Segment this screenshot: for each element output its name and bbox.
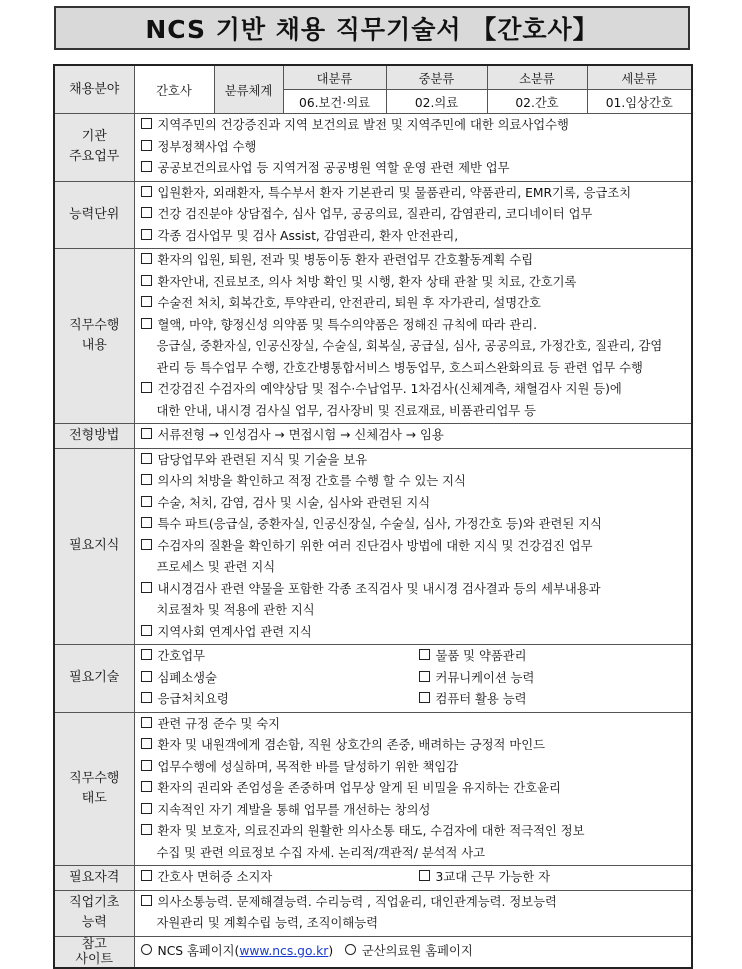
minor-category-value: 02.간호 bbox=[487, 90, 587, 114]
checkbox-icon bbox=[141, 207, 152, 218]
basic-ability-label: 직업기초 능력 bbox=[54, 890, 134, 936]
job-description-table bbox=[53, 64, 693, 969]
checkbox-icon bbox=[141, 803, 152, 814]
list-item-continuation: 대한 안내, 내시경 검사실 업무, 검사장비 및 진료재료, 비품관리업무 등 bbox=[156, 403, 537, 418]
list-item-continuation: 관리 등 특수업무 수행, 간호간병통합서비스 병동업무, 호스피스완화의료 등 관련 업무 수행 bbox=[156, 360, 643, 375]
list-item: 공공보건의료사업 등 지역거점 공공병원 역할 운영 관련 제반 업무 bbox=[141, 158, 688, 180]
attitude-label: 직무수행 태도 bbox=[54, 712, 134, 866]
checkbox-icon bbox=[141, 539, 152, 550]
middle-category-header: 중분류 bbox=[386, 65, 487, 90]
sub-category-header: 세분류 bbox=[587, 65, 692, 90]
checkbox-icon bbox=[141, 824, 152, 835]
system-label: 분류체계 bbox=[214, 65, 283, 114]
list-item-continuation: 응급실, 중환자실, 인공신장실, 수술실, 회복실, 공급실, 심사, 공공의료, 가정간호, 질관리, 감염 bbox=[156, 339, 663, 353]
checkbox-icon bbox=[141, 517, 152, 528]
checkbox-icon bbox=[141, 140, 152, 151]
checkbox-icon bbox=[141, 625, 152, 636]
ncs-site-link[interactable]: www.ncs.go.kr bbox=[239, 943, 329, 958]
list-item: 지역사회 연계사업 관련 지식 bbox=[141, 622, 688, 644]
checkbox-icon bbox=[141, 186, 152, 197]
checkbox-icon bbox=[141, 253, 152, 264]
sites-label: 참고 사이트 bbox=[54, 936, 134, 968]
list-item: 심폐소생술 bbox=[141, 668, 419, 690]
checkbox-icon bbox=[141, 275, 152, 286]
list-item: 정부정책사업 수행 bbox=[141, 137, 688, 159]
checkbox-icon bbox=[141, 692, 152, 703]
list-item: 수술전 처치, 회복간호, 투약관리, 안전관리, 퇴원 후 자가관리, 설명간호 bbox=[141, 293, 688, 315]
screening-content bbox=[134, 424, 692, 449]
checkbox-icon bbox=[141, 760, 152, 771]
checkbox-icon bbox=[141, 671, 152, 682]
checkbox-icon bbox=[141, 296, 152, 307]
list-item: 지속적인 자기 계발을 통해 업무를 개선하는 창의성 bbox=[141, 800, 688, 822]
field-value: 간호사 bbox=[134, 65, 214, 114]
agency-content bbox=[134, 114, 692, 182]
checkbox-icon bbox=[141, 895, 152, 906]
major-category-header: 대분류 bbox=[283, 65, 386, 90]
skills-content bbox=[134, 645, 692, 713]
qualification-content bbox=[134, 866, 692, 891]
list-item: 각종 검사업무 및 검사 Assist, 감염관리, 환자 안전관리, bbox=[141, 226, 688, 248]
list-item: 서류전형 → 인성검사 → 면접시험 → 신체검사 → 임용 bbox=[141, 425, 688, 447]
list-item: 혈액, 마약, 향정신성 의약품 및 특수의약품은 정해진 규칙에 따라 관리. bbox=[141, 315, 688, 337]
knowledge-content bbox=[134, 448, 692, 645]
list-item: 업무수행에 성실하며, 목적한 바를 달성하기 위한 책임감 bbox=[141, 757, 688, 779]
list-item: 간호사 면허증 소지자 bbox=[141, 867, 419, 889]
checkbox-icon bbox=[141, 717, 152, 728]
middle-category-value: 02.의료 bbox=[386, 90, 487, 114]
list-item: 수검자의 질환을 확인하기 위한 여러 진단검사 방법에 대한 지식 및 건강검진 업무 bbox=[141, 536, 688, 558]
ncs-site-text: NCS 홈페이지(www.ncs.go.kr) bbox=[157, 943, 334, 958]
checkbox-icon bbox=[141, 229, 152, 240]
checkbox-icon bbox=[419, 692, 430, 703]
checkbox-icon bbox=[419, 870, 430, 881]
list-item: 특수 파트(응급실, 중환자실, 인공신장실, 수술실, 심사, 가정간호 등)와 관련된 지식 bbox=[141, 514, 688, 536]
checkbox-icon bbox=[141, 428, 152, 439]
list-item: 물품 및 약품관리 bbox=[419, 646, 688, 668]
attitude-content bbox=[134, 712, 692, 866]
checkbox-icon bbox=[141, 382, 152, 393]
list-item: 건강검진 수검자의 예약상담 및 접수·수납업무. 1차검사(신체계측, 채혈검사 지원 등)에 bbox=[141, 379, 688, 401]
list-item: 환자의 입원, 퇴원, 전과 및 병동이동 환자 관련업무 간호활동계획 수립 bbox=[141, 250, 688, 272]
screening-label: 전형방법 bbox=[54, 424, 134, 449]
checkbox-icon bbox=[141, 118, 152, 129]
units-label: 능력단위 bbox=[54, 181, 134, 249]
list-item: 의사의 처방을 확인하고 적정 간호를 수행 할 수 있는 지식 bbox=[141, 471, 688, 493]
checkbox-icon bbox=[141, 649, 152, 660]
list-item: 수술, 처치, 감염, 검사 및 시술, 심사와 관련된 지식 bbox=[141, 493, 688, 515]
qualification-label: 필요자격 bbox=[54, 866, 134, 891]
checkbox-icon bbox=[141, 582, 152, 593]
list-item: 3교대 근무 가능한 자 bbox=[419, 867, 688, 889]
list-item: 담당업무와 관련된 지식 및 기술을 보유 bbox=[141, 450, 688, 472]
list-item: 건강 검진분야 상담접수, 심사 업무, 공공의료, 질관리, 감염관리, 코디네이터 업무 bbox=[141, 204, 688, 226]
knowledge-label: 필요지식 bbox=[54, 448, 134, 645]
sub-category-value: 01.임상간호 bbox=[587, 90, 692, 114]
basic-ability-content bbox=[134, 890, 692, 936]
checkbox-icon bbox=[141, 738, 152, 749]
list-item: 관련 규정 준수 및 숙지 bbox=[141, 714, 688, 736]
field-label: 채용분야 bbox=[54, 65, 134, 114]
list-item: 응급처치요령 bbox=[141, 689, 419, 711]
list-item: 지역주민의 건강증진과 지역 보건의료 발전 및 지역주민에 대한 의료사업수행 bbox=[141, 115, 688, 137]
checkbox-icon bbox=[419, 649, 430, 660]
major-category-value: 06.보건·의료 bbox=[283, 90, 386, 114]
list-item: 간호업무 bbox=[141, 646, 419, 668]
list-item: 환자의 권리와 존엄성을 존중하며 업무상 알게 된 비밀을 유지하는 간호윤리 bbox=[141, 778, 688, 800]
list-item: 컴퓨터 활용 능력 bbox=[419, 689, 688, 711]
list-item: 입원환자, 외래환자, 특수부서 환자 기본관리 및 물품관리, 약품관리, EMR기록, 응급조치 bbox=[141, 183, 688, 205]
duties-content bbox=[134, 249, 692, 424]
checkbox-icon bbox=[141, 453, 152, 464]
checkbox-icon bbox=[141, 474, 152, 485]
list-item: 커뮤니케이션 능력 bbox=[419, 668, 688, 690]
list-item: 의사소통능력. 문제해결능력. 수리능력 , 직업윤리, 대인관계능력. 정보능력 bbox=[141, 892, 688, 914]
list-item: 환자 및 보호자, 의료진과의 원활한 의사소통 태도, 수검자에 대한 적극적인 정보 bbox=[141, 821, 688, 843]
minor-category-header: 소분류 bbox=[487, 65, 587, 90]
checkbox-icon bbox=[419, 671, 430, 682]
sites-content bbox=[134, 936, 692, 968]
radio-circle-icon bbox=[345, 944, 356, 955]
checkbox-icon bbox=[141, 318, 152, 329]
skills-label: 필요기술 bbox=[54, 645, 134, 713]
list-item: 환자 및 내원객에게 겸손함, 직원 상호간의 존중, 배려하는 긍정적 마인드 bbox=[141, 735, 688, 757]
agency-label: 기관 주요업무 bbox=[54, 114, 134, 182]
list-item-continuation: 수집 및 관련 의료정보 수집 자세. 논리적/객관적/ 분석적 사고 bbox=[156, 845, 486, 860]
list-item-continuation: 프로세스 및 관련 지식 bbox=[156, 560, 276, 574]
list-item-continuation: 치료절차 및 적용에 관한 지식 bbox=[156, 603, 315, 617]
checkbox-icon bbox=[141, 161, 152, 172]
duties-label: 직무수행 내용 bbox=[54, 249, 134, 424]
document-title: NCS 기반 채용 직무기술서 【간호사】 bbox=[54, 6, 690, 50]
list-item: 환자안내, 진료보조, 의사 처방 확인 및 시행, 환자 상태 관찰 및 치료, 간호기록 bbox=[141, 272, 688, 294]
checkbox-icon bbox=[141, 870, 152, 881]
units-content bbox=[134, 181, 692, 249]
list-item-continuation: 자원관리 및 계획수립 능력, 조직이해능력 bbox=[156, 916, 378, 930]
checkbox-icon bbox=[141, 781, 152, 792]
radio-circle-icon bbox=[141, 944, 152, 955]
checkbox-icon bbox=[141, 496, 152, 507]
hospital-site-text: 군산의료원 홈페이지 bbox=[361, 943, 473, 958]
list-item: 내시경검사 관련 약물을 포함한 각종 조직검사 및 내시경 검사결과 등의 세부내용과 bbox=[141, 579, 688, 601]
